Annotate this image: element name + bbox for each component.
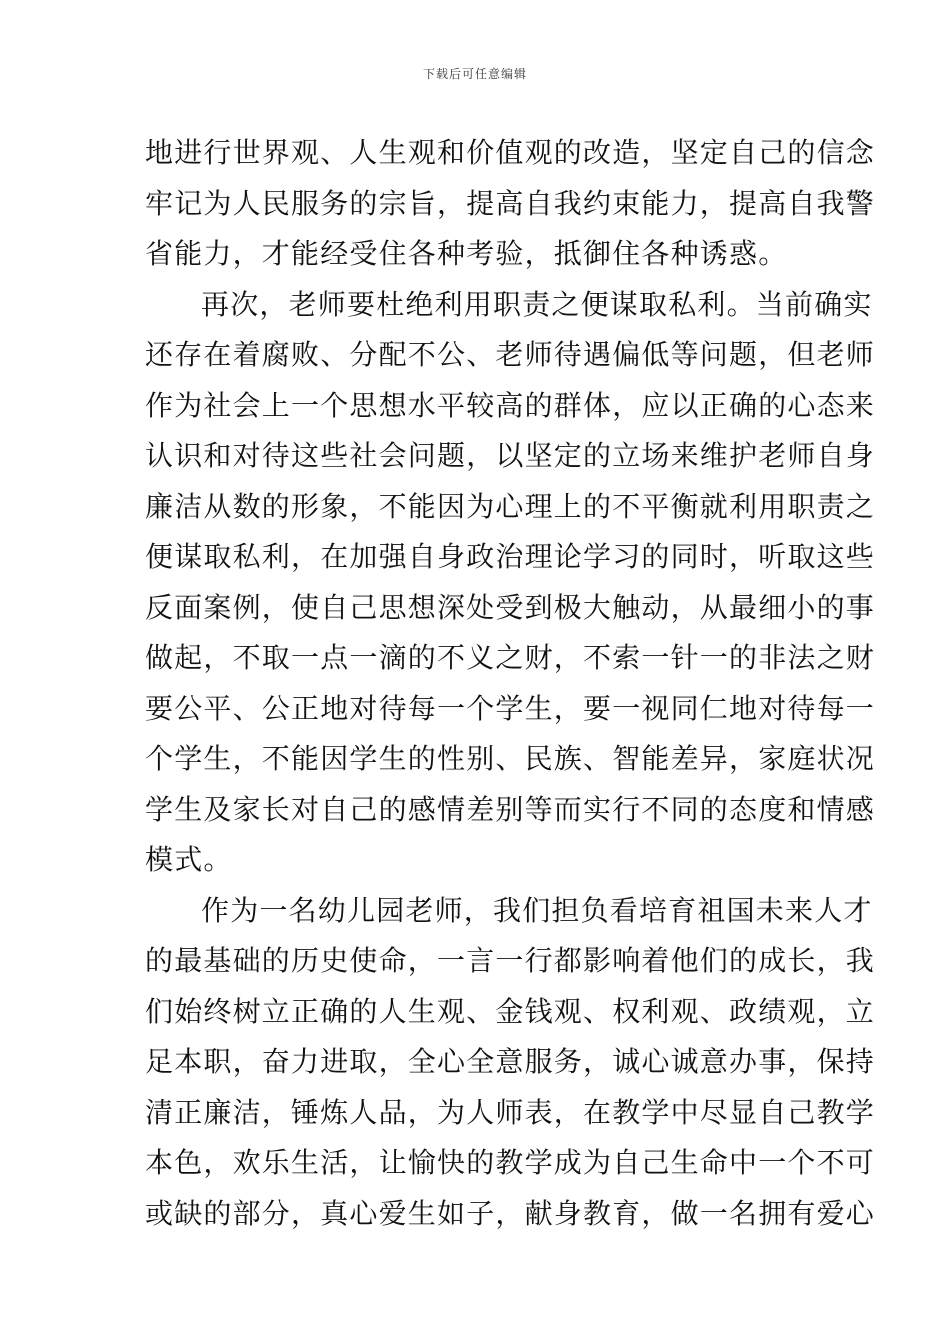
text-line: 模式。 bbox=[145, 843, 233, 876]
text-line: 做起，不取一点一滴的不义之财，不索一针一的非法之财 bbox=[145, 641, 876, 674]
text-line: 省能力，才能经受住各种考验，抵御住各种诱惑。 bbox=[145, 237, 788, 270]
text-line: 足本职，奋力进取，全心全意服务，诚心诚意办事，保持 bbox=[145, 1045, 876, 1078]
text-line: 作为社会上一个思想水平较高的群体，应以正确的心态来 bbox=[145, 388, 876, 422]
text-line: 牢记为人民服务的宗旨，提高自我约束能力，提高自我警 bbox=[145, 186, 876, 220]
text-line: 要公平、公正地对待每一个学生，要一视同仁地对待每一 bbox=[145, 691, 876, 725]
text-line: 地进行世界观、人生观和价值观的改造，坚定自己的信念 bbox=[145, 136, 876, 169]
text-line: 反面案例，使自己思想深处受到极大触动，从最细小的事 bbox=[145, 590, 876, 624]
text-line: 便谋取私利，在加强自身政治理论学习的同时，听取这些 bbox=[145, 540, 876, 573]
text-line: 本色，欢乐生活，让愉快的教学成为自己生命中一个不可 bbox=[145, 1146, 876, 1179]
paragraph-start-line: 作为一名幼儿园老师，我们担负看培育祖国未来人才 bbox=[201, 893, 873, 927]
text-line: 清正廉洁，锤炼人品，为人师表，在教学中尽显自己教学 bbox=[145, 1095, 876, 1129]
paragraph-start-line: 再次，老师要杜绝利用职责之便谋取私利。当前确实 bbox=[201, 287, 873, 321]
text-line: 廉洁从数的形象，不能因为心理上的不平衡就利用职责之 bbox=[145, 489, 876, 523]
page-header: 下载后可任意编辑 bbox=[422, 67, 527, 81]
text-line: 的最基础的历史使命，一言一行都影响着他们的成长，我 bbox=[145, 944, 876, 977]
text-line: 或缺的部分，真心爱生如子，献身教育，做一名拥有爱心 bbox=[145, 1196, 876, 1230]
text-line: 认识和对待这些社会问题，以坚定的立场来维护老师自身 bbox=[145, 439, 876, 472]
text-line: 个学生，不能因学生的性别、民族、智能差异，家庭状况 bbox=[145, 742, 876, 775]
text-line: 们始终树立正确的人生观、金钱观、权利观、政绩观，立 bbox=[145, 994, 876, 1028]
text-line: 还存在着腐败、分配不公、老师待遇偏低等问题，但老师 bbox=[145, 338, 876, 371]
body-text bbox=[145, 128, 876, 1239]
text-line: 学生及家长对自己的感情差别等而实行不同的态度和情感 bbox=[145, 792, 876, 826]
